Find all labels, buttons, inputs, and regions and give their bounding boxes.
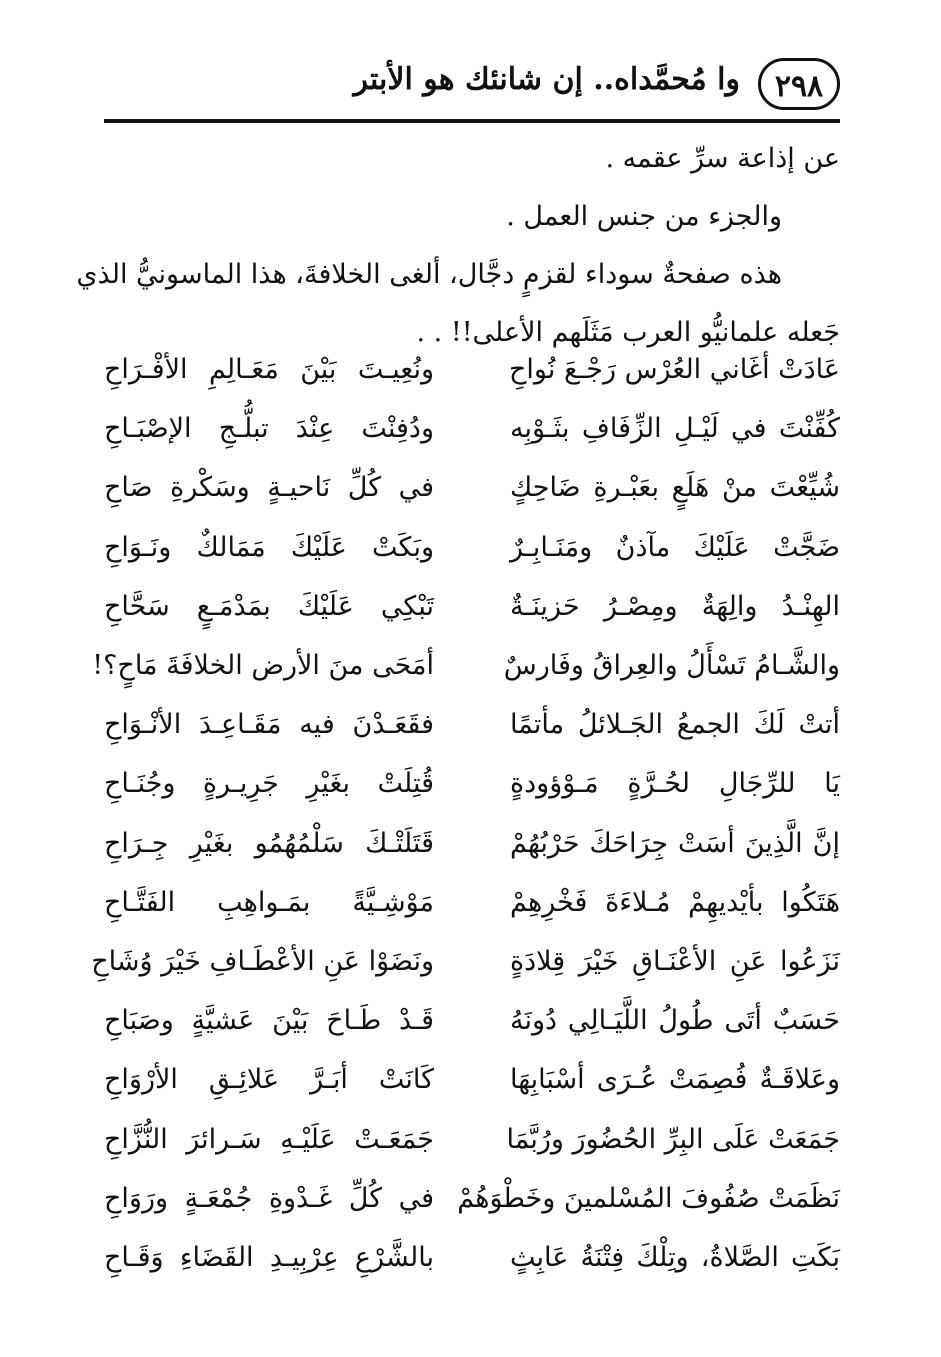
verse-first-hemistich: كُفِّنْتَ في لَيْـلِ الزِّفَافِ بثَـوْبِه	[510, 413, 840, 445]
verse-first-hemistich: ضَجَّتْ عَلَيْكَ مآذنٌ ومَنَـابِـرٌ	[510, 531, 840, 563]
verse-first-hemistich: وعَلاقَـةٌ فُصِمَتْ عُـرَى أسْبَابِهَا	[510, 1064, 840, 1096]
verse-second-hemistich: في كُلِّ غَـدْوةِ جُمْعَـةٍ ورَوَاحِ	[104, 1182, 434, 1214]
verse-first-hemistich: حَسَبٌ أتَى طُولُ اللَّيَـالِي دُونَهُ	[510, 1005, 840, 1037]
verse-first-hemistich: بَكَتِ الصَّلاةُ، وتِلْكَ فِتْنَةُ عَابِثٍ	[510, 1241, 840, 1273]
poem-verse	[104, 1228, 840, 1287]
verse-second-hemistich: قُتِلَتْ بغَيْرِ جَرِيـرةٍ وجُنَـاحِ	[104, 768, 434, 800]
poem-verse	[104, 991, 840, 1050]
poem-verse	[104, 873, 840, 932]
prose-line: عن إذاعة سرِّ عقمه .	[605, 143, 840, 174]
poem-verse	[104, 1169, 840, 1228]
poem-verse	[104, 458, 840, 517]
verse-first-hemistich: أتتْ لَكَ الجمعُ الجَـلائلُ مأتمًا	[510, 709, 840, 741]
verse-second-hemistich: كَانَتْ أبَـرَّ عَلائِـقِ الأرْوَاحِ	[104, 1064, 434, 1096]
verse-second-hemistich: جَمَعَـتْ عَلَيْـهِ سَـرائرَ النُّزَّاحِ	[104, 1123, 434, 1155]
verse-first-hemistich: نَزَعُوا عَنِ الأعْنَـاقِ خَيْرَ قِلادَةٍ	[510, 945, 840, 977]
poem-verse	[92, 636, 840, 695]
verse-second-hemistich: تَبْكِي عَلَيْكَ بمَدْمَـعٍ سَحَّاحِ	[104, 590, 434, 622]
prose-line: والجزء من جنس العمل .	[506, 201, 782, 232]
verse-second-hemistich: بالشَّرْعِ عِرْبِيـدِ القَضَاءِ وَقَـاحِ	[104, 1241, 434, 1273]
verse-second-hemistich: ونُعِيـتَ بَيْنَ مَعَـالِمِ الأفْـرَاحِ	[104, 354, 434, 386]
page-header	[104, 56, 840, 120]
verse-second-hemistich: وبَكَتْ عَلَيْكَ مَمَالكٌ ونَـوَاحِ	[104, 531, 434, 563]
verse-first-hemistich: الهِنْـدُ والِهَةٌ ومِصْـرُ حَزينَـةٌ	[510, 590, 840, 622]
verse-second-hemistich: أمَحَى منَ الأرض الخلافَةَ مَاحٍ؟!	[92, 650, 434, 682]
poem-verse	[104, 340, 840, 399]
prose-block	[76, 130, 840, 362]
verse-first-hemistich: جَمَعَتْ عَلَى البِرِّ الحُضُورَ ورُبَّمَا	[506, 1123, 840, 1155]
running-title: وا مُحمَّداه.. إن شانئك هو الأبتر	[353, 62, 740, 97]
poem-verse	[104, 399, 840, 458]
poem-verse	[91, 932, 840, 991]
prose-line: هذه صفحةٌ سوداء لقزمٍ دجَّال، ألغى الخلافةَ، هذا الماسونيُّ الذي	[76, 259, 782, 290]
poem	[91, 340, 840, 1287]
poem-verse	[104, 754, 840, 813]
verse-first-hemistich: يَا للرِّجَالِ لحُـرَّةٍ مَـوْؤودةٍ	[510, 768, 840, 800]
page-number-badge: ٢٩٨	[758, 58, 840, 110]
poem-verse	[104, 518, 840, 577]
verse-first-hemistich: والشَّـامُ تَسْأَلُ والعِراقُ وفَارسٌ	[503, 650, 840, 682]
header-rule	[104, 119, 840, 123]
poem-verse	[104, 814, 840, 873]
verse-second-hemistich: قَتَلَتْـكَ سَلْمُهُمُو بغَيْرِ جِـرَاحِ	[104, 827, 434, 859]
poem-verse	[104, 1050, 840, 1109]
poem-verse	[104, 1109, 840, 1168]
verse-second-hemistich: قَـدْ طَـاحَ بَيْنَ عَشيَّةٍ وصَبَاحِ	[104, 1005, 434, 1037]
poem-verse	[104, 695, 840, 754]
poem-verse	[104, 577, 840, 636]
verse-second-hemistich: ونَضَوْا عَنِ الأعْطَـافِ خَيْرَ وُشَاحِ	[91, 945, 434, 977]
prose-line: جَعله علمانيُّو العرب مَثَلَهم الأعلى!! . .	[416, 317, 840, 348]
verse-first-hemistich: هَتَكُوا بأيْديهِمْ مُـلاءَةَ فَخْرِهِمْ	[510, 886, 840, 918]
verse-first-hemistich: شُيِّعْتَ منْ هَلَعٍ بعَبْـرةِ ضَاحِكٍ	[510, 472, 840, 504]
verse-first-hemistich: عَادَتْ أغَاني العُرْس رَجْـعَ نُواحِ	[509, 354, 840, 386]
verse-second-hemistich: مَوْشِـيَّةً بمَـواهِبِ الفَتَّـاحِ	[104, 886, 434, 918]
verse-second-hemistich: فقَعَـدْنَ فيه مَقَـاعِـدَ الأنْـوَاحِ	[104, 709, 434, 741]
verse-first-hemistich: نَظَمَتْ صُفُوفَ المُسْلمينَ وخَطْوَهُمْ	[457, 1182, 840, 1214]
verse-second-hemistich: في كُلِّ نَاحيـةٍ وسَكْرةِ صَاحِ	[104, 472, 434, 504]
verse-second-hemistich: ودُفِنْتَ عِنْدَ تبلُّـجِ الإصْبَـاحِ	[104, 413, 434, 445]
verse-first-hemistich: إنَّ الَّذِينَ أسَتْ جِرَاحَكَ حَرْبُهُمْ	[510, 827, 840, 859]
